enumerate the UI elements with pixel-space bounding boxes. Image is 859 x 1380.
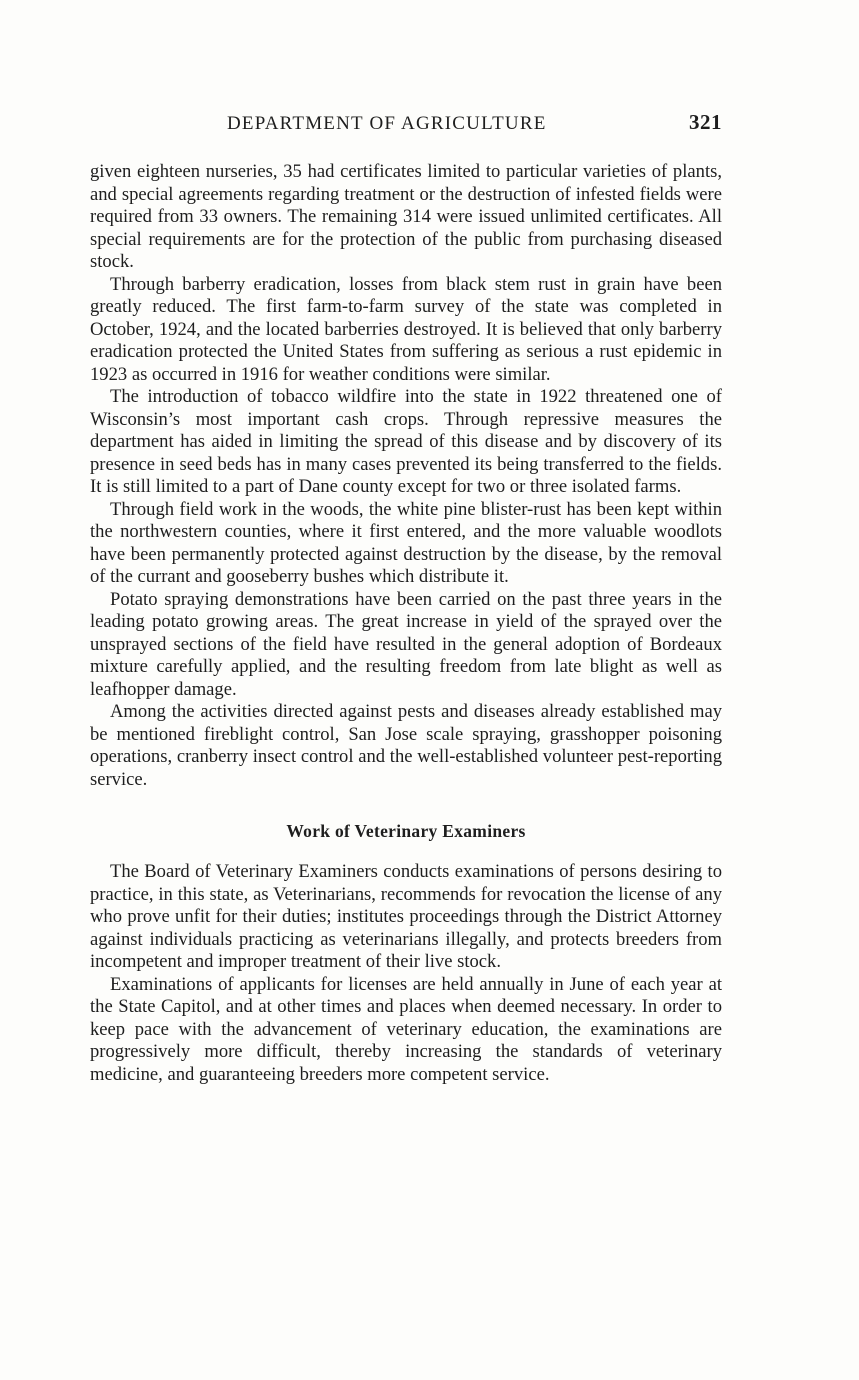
paragraph-veterinary-examinations: Examinations of applicants for licenses are held annually in June of each year at the State Capitol, and at other times and places when deemed necessary. In order to keep pace with the advancement of veterinary education, the examinations are progressively more difficult, thereby increasing the standards of veterinary medicine, and guaranteeing breeders more competent service.: [90, 973, 722, 1085]
paragraph-nursery-certificates: given eighteen nurseries, 35 had certificates limited to particular varieties of plants, and special agreements regarding treatment or the destruction of infested fields were required from 33 owners. The remaining 314 were issued unlimited certificates. All special requirements are for the protection of the public from purchasing diseased stock.: [90, 161, 722, 272]
body-text: [90, 161, 722, 1086]
paragraph-pest-activities: Among the activities directed against pests and diseases already established may be mentioned fireblight control, San Jose scale spraying, grasshopper poisoning operations, cranberry insect control and the well-established volunteer pest-reporting service.: [90, 701, 722, 790]
section-heading: Work of Veterinary Examiners: [286, 821, 526, 841]
paragraph-blister-rust: Through field work in the woods, the white pine blister-rust has been kept within the northwestern counties, where it first entered, and the more valuable woodlots have been permanently protected against destruction by the disease, by the removal of the currant and gooseberry bushes which distribute it.: [90, 498, 722, 587]
paragraph-barberry-eradication: Through barberry eradication, losses from black stem rust in grain have been greatly reduced. The first farm-to-farm survey of the state was completed in October, 1924, and the located barberries destroyed. It is believed that only barberry eradication protected the United States from suffering as serious a rust epidemic in 1923 as occurred in 1916 for weather conditions were similar.: [90, 273, 722, 385]
paragraph-tobacco-wildfire: The introduction of tobacco wildfire into the state in 1922 threatened one of Wisconsin’s most important cash crops. Through repressive measures the department has aided in limiting the spread of this disease and by discovery of its presence in seed beds has in many cases prevented its being transferred to the fields. It is still limited to a part of Dane county except for two or three isolated farms.: [90, 386, 722, 497]
paragraph-potato-spraying: Potato spraying demonstrations have been carried on the past three years in the leading potato growing areas. The great increase in yield of the sprayed over the unsprayed sections of the field have resulted in the general adoption of Bordeaux mixture carefully applied, and the resulting freedom from late blight as well as leafhopper damage.: [90, 588, 722, 700]
paragraph-veterinary-board: The Board of Veterinary Examiners conducts examinations of persons desiring to practice, in this state, as Veterinarians, recommends for revocation the license of any who prove unfit for their duties; institutes proceedings through the District Attorney against individuals practicing as veterinarians illegally, and protects breeders from incompetent and improper treatment of their live stock.: [90, 861, 722, 972]
page-number: 321: [689, 110, 722, 134]
running-head: [90, 110, 722, 141]
running-title: DEPARTMENT OF AGRICULTURE: [227, 113, 547, 134]
